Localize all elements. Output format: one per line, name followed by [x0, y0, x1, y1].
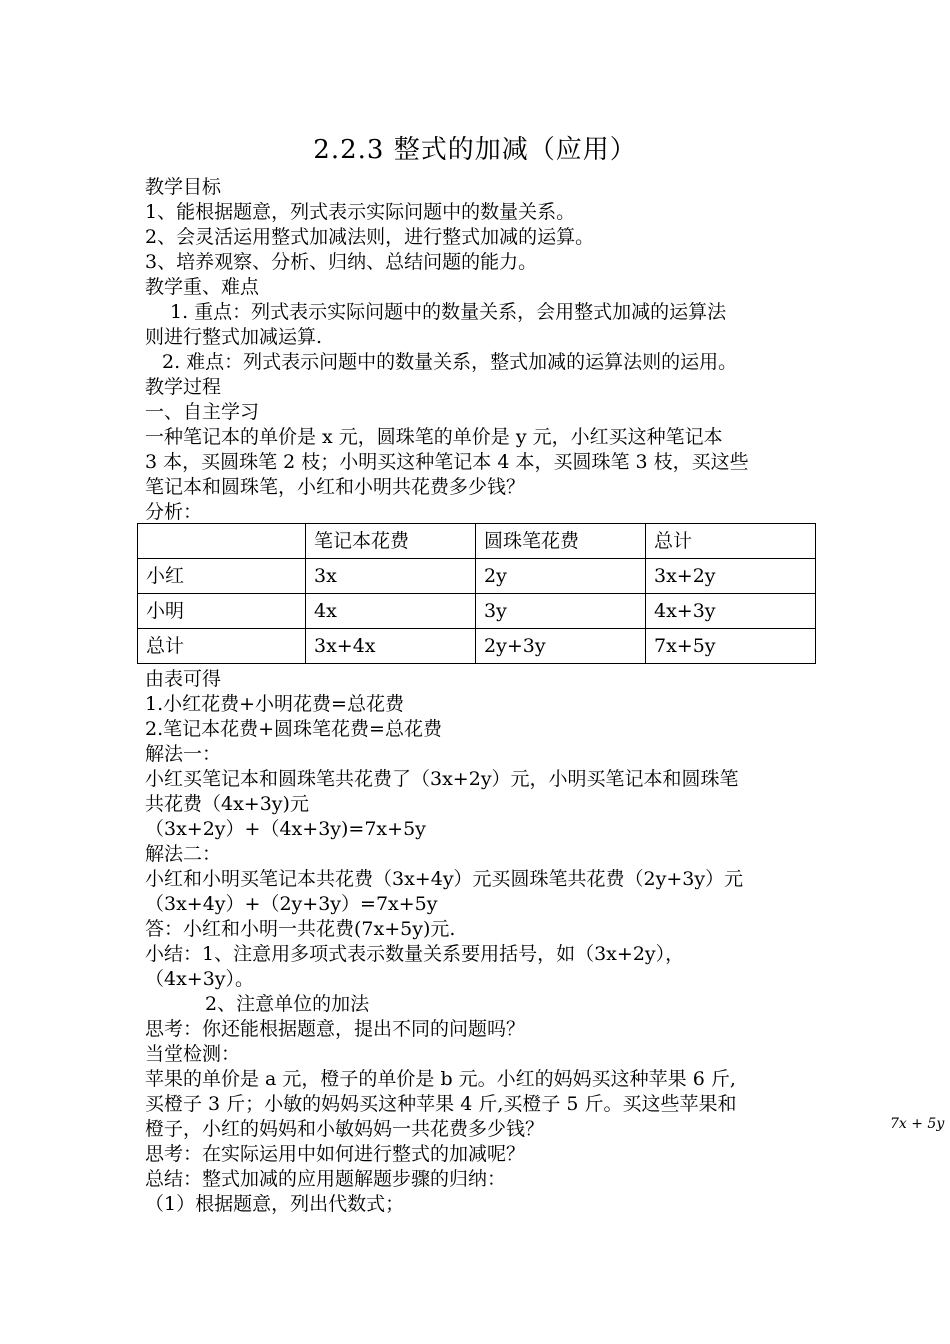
method-2-line-2: （3x+4y）+（2y+3y）=7x+5y [145, 893, 438, 915]
check-heading: 当堂检测： [145, 1043, 241, 1065]
method-1-heading: 解法一： [145, 743, 222, 765]
table-cell: 2y [476, 559, 646, 594]
table-cell: 7x+5y [646, 629, 816, 664]
table-header-cell [138, 524, 306, 559]
key-point-1-line-1: 1. 重点：列式表示实际问题中的数量关系，会用整式加减的运算法 [170, 301, 727, 323]
summary-line-1: 小结：1、注意用多项式表示数量关系要用括号，如（3x+2y）， [145, 943, 685, 965]
conclusion-heading: 总结：整式加减的应用题解题步骤的归纳： [145, 1168, 507, 1190]
table-cell: 4x+3y [646, 594, 816, 629]
table-row [138, 629, 816, 664]
method-2-line-1: 小红和小明买笔记本共花费（3x+4y）元买圆珠笔共花费（2y+3y）元 [145, 868, 744, 890]
table-row [138, 594, 816, 629]
process-heading: 教学过程 [145, 376, 222, 398]
analysis-table [137, 523, 816, 664]
answer: 答：小红和小明一共花费(7x+5y)元. [145, 918, 456, 940]
method-1-line-1: 小红买笔记本和圆珠笔共花费了（3x+2y）元，小明买笔记本和圆珠笔 [145, 768, 739, 790]
check-line-3: 橙子，小红的妈妈和小敏妈妈一共花费多少钱？ [145, 1118, 545, 1140]
table-cell: 3x+4x [306, 629, 476, 664]
table-conclusion-2: 2.笔记本花费+圆珠笔花费=总花费 [145, 718, 442, 740]
think-question-2: 思考：在实际运用中如何进行整式的加减呢？ [145, 1143, 526, 1165]
table-conclusion-1: 1.小红花费+小明花费=总花费 [145, 693, 404, 715]
table-cell: 3x [306, 559, 476, 594]
table-cell: 2y+3y [476, 629, 646, 664]
method-1-line-2: 共花费（4x+3y)元 [145, 793, 309, 815]
table-row [138, 559, 816, 594]
objective-item-2: 2、会灵活运用整式加减法则，进行整式加减的运算。 [145, 226, 595, 248]
summary-line-2: （4x+3y）。 [145, 968, 255, 990]
table-header-row [138, 524, 816, 559]
conclusion-step-1: （1）根据题意，列出代数式； [145, 1193, 405, 1215]
objective-item-1: 1、能根据题意，列式表示实际问题中的数量关系。 [145, 201, 576, 223]
table-header-cell: 圆珠笔花费 [476, 524, 646, 559]
method-1-line-3: （3x+2y）+（4x+3y)=7x+5y [145, 818, 426, 840]
key-points-heading: 教学重、难点 [145, 276, 260, 298]
section-self-study: 一、自主学习 [145, 401, 260, 423]
check-line-1: 苹果的单价是 a 元，橙子的单价是 b 元。小红的妈妈买这种苹果 6 斤, [145, 1068, 736, 1090]
key-point-1-line-2: 则进行整式加减运算. [145, 326, 323, 348]
problem-line-3: 笔记本和圆珠笔，小红和小明共花费多少钱？ [145, 476, 526, 498]
problem-line-1: 一种笔记本的单价是 x 元，圆珠笔的单价是 y 元，小红买这种笔记本 [145, 426, 723, 448]
problem-line-2: 3 本，买圆珠笔 2 枝；小明买这种笔记本 4 本，买圆珠笔 3 枝，买这些 [145, 451, 749, 473]
key-point-2: 2. 难点：列式表示问题中的数量关系，整式加减的运算法则的运用。 [162, 351, 738, 373]
objectives-heading: 教学目标 [145, 176, 222, 198]
think-question-1: 思考：你还能根据题意，提出不同的问题吗？ [145, 1018, 526, 1040]
table-cell: 3y [476, 594, 646, 629]
analysis-label: 分析： [145, 501, 203, 523]
table-cell: 4x [306, 594, 476, 629]
table-cell: 总计 [138, 629, 306, 664]
method-2-heading: 解法二： [145, 843, 222, 865]
table-header-cell: 总计 [646, 524, 816, 559]
page-title: 2.2.3 整式的加减（应用） [313, 135, 637, 165]
table-cell: 小明 [138, 594, 306, 629]
table-header-cell: 笔记本花费 [306, 524, 476, 559]
table-conclusion-lead: 由表可得 [145, 668, 222, 690]
objective-item-3: 3、培养观察、分析、归纳、总结问题的能力。 [145, 251, 538, 273]
side-formula-note: 7x + 5y [890, 1116, 945, 1132]
summary-line-3: 2、注意单位的加法 [205, 993, 370, 1015]
table-cell: 小红 [138, 559, 306, 594]
table-cell: 3x+2y [646, 559, 816, 594]
check-line-2: 买橙子 3 斤；小敏的妈妈买这种苹果 4 斤,买橙子 5 斤。买这些苹果和 [145, 1093, 737, 1115]
